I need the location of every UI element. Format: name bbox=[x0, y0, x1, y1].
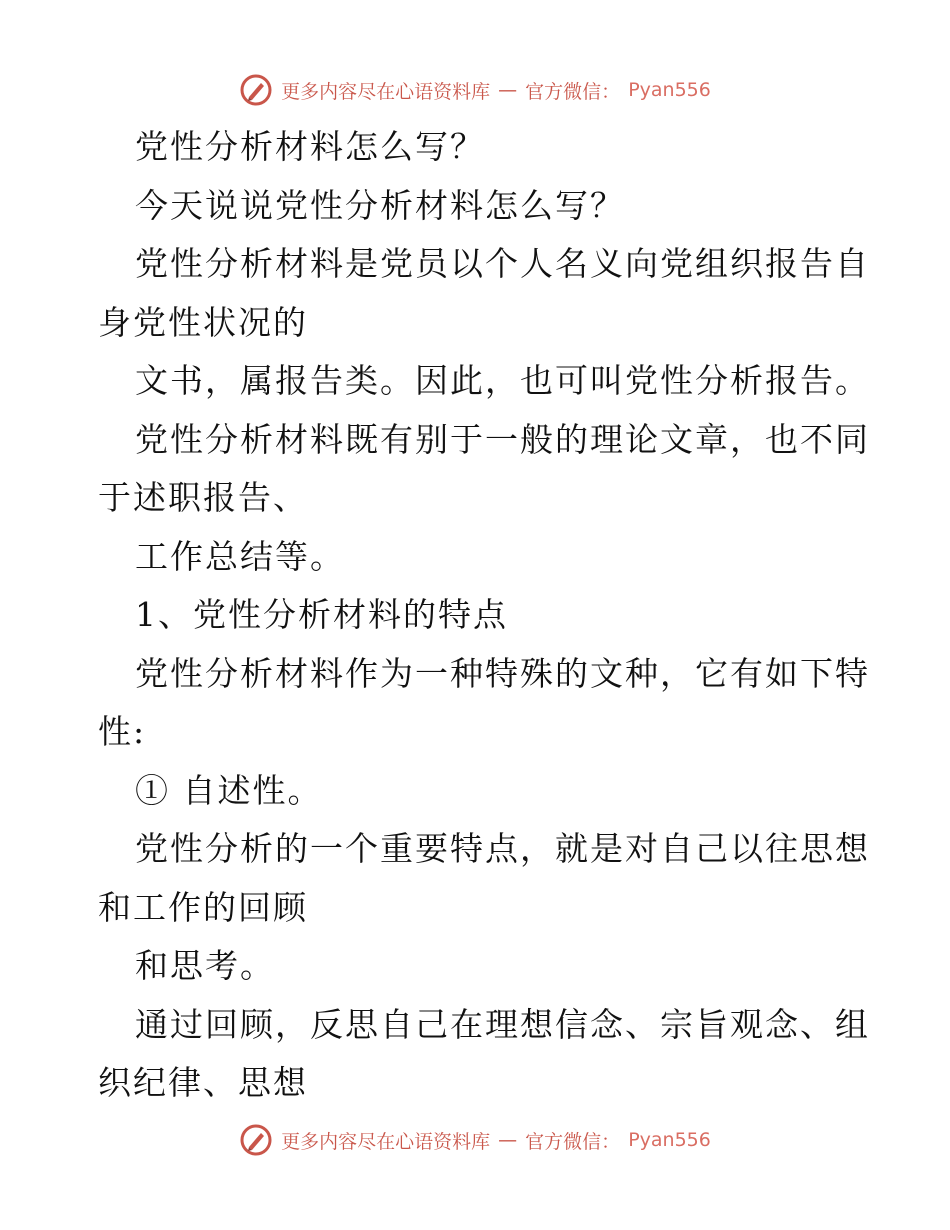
text-line: 今天说说党性分析材料怎么写？ bbox=[135, 185, 625, 225]
text-line: 工作总结等。 bbox=[135, 536, 345, 576]
text-line: 党性分析材料怎么写？ bbox=[135, 127, 485, 166]
text-line: 和工作的回顾 bbox=[98, 887, 308, 927]
watermark-text: 更多内容尽在心语资料库 bbox=[281, 80, 491, 103]
text-line: 于述职报告、 bbox=[98, 478, 308, 517]
watermark-separator: — bbox=[498, 79, 518, 101]
watermark-handle: Pyan556 bbox=[628, 1129, 711, 1151]
list-item-heading: ① 自述性。 bbox=[135, 770, 323, 810]
header-watermark bbox=[0, 68, 950, 112]
watermark-text: 更多内容尽在心语资料库 bbox=[281, 1130, 491, 1153]
pen-logo-icon bbox=[239, 1123, 273, 1157]
text-line: 身党性状况的 bbox=[98, 302, 308, 342]
text-line: 文书，属报告类。因此，也可叫党性分析报告。 bbox=[135, 361, 870, 400]
text-line: 党性分析材料是党员以个人名义向党组织报告自 bbox=[135, 244, 870, 283]
text-line: 性: bbox=[98, 712, 147, 751]
footer-watermark bbox=[0, 1118, 950, 1162]
text-line: 和思考。 bbox=[135, 946, 275, 985]
text-line: 织纪律、思想 bbox=[98, 1063, 308, 1102]
text-line: 党性分析材料作为一种特殊的文种，它有如下特 bbox=[135, 653, 870, 693]
text-line: 党性分析材料既有别于一般的理论文章，也不同 bbox=[135, 419, 870, 459]
watermark-separator: — bbox=[498, 1129, 518, 1151]
watermark-handle: Pyan556 bbox=[628, 79, 711, 101]
text-line: 党性分析的一个重要特点，就是对自己以往思想 bbox=[135, 829, 870, 868]
pen-logo-icon bbox=[239, 73, 273, 107]
watermark-official: 官方微信： bbox=[525, 1130, 621, 1153]
section-heading: 1、党性分析材料的特点 bbox=[135, 595, 508, 634]
text-line: 通过回顾，反思自己在理想信念、宗旨观念、组 bbox=[135, 1004, 870, 1044]
document-body bbox=[98, 118, 870, 1113]
watermark-official: 官方微信： bbox=[525, 80, 621, 103]
